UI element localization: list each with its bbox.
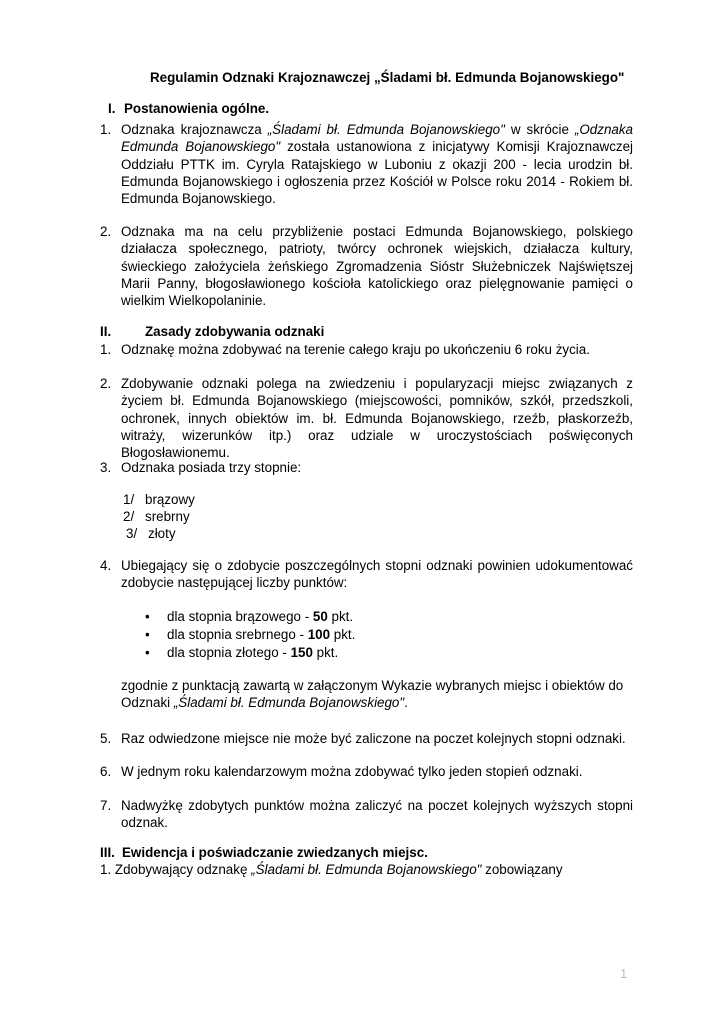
section-2-heading: Zasady zdobywania odznaki (145, 324, 325, 339)
silver-points: 100 (307, 627, 331, 642)
section-3-item-1: 1. Zdobywający odznakę „Śladami bł. Edmunda Bojanowskiego" zobowiązany (100, 862, 563, 877)
section-1-heading: Postanowienia ogólne. (124, 101, 270, 116)
bullet-1-symbol: • (145, 609, 150, 624)
section-3-heading: Ewidencja i poświadczanie zwiedzanych miejsc. (122, 845, 428, 860)
bullet-2-symbol: • (145, 627, 150, 642)
section-2-item-6-number: 6. (100, 764, 112, 779)
bullet-3-text: dla stopnia złotego - 150 pkt. (167, 645, 339, 660)
section-2-item-5-text: Raz odwiedzone miejsce nie może być zaliczone na poczet kolejnych stopni odznaki. (121, 731, 626, 746)
level-3-number: 3/ (126, 526, 138, 541)
gold-points: 150 (290, 645, 313, 660)
section-2-numeral: II. (100, 324, 112, 339)
bronze-points: 50 (312, 609, 328, 624)
section-1-item-2-text: Odznaka ma na celu przybliżenie postaci Edmunda Bojanowskiego, polskiego działacza społecznego, patrioty, twórcy ochronek wiejskich, działacza kultury, świeckiego założyciela żeńskiego Zgromadzenia Sióstr Służebniczek Najświętszej Marii Panny, błogosławionego kościoła katolickiego oraz pielęgnowanie pamięci o wielkim Wielkopolaninie. (121, 224, 633, 309)
badge-short-name-italic: „Odznaka Edmunda Bojanowskiego" (121, 122, 633, 155)
level-2-number: 2/ (123, 509, 135, 524)
section-2-item-4-text: Ubiegający się o zdobycie poszczególnych stopni odznaki powinien udokumentować zdobycie następującej liczby punktów: (121, 558, 633, 591)
section-2-item-7-text: Nadwyżkę zdobytych punktów można zaliczyć na poczet kolejnych wyższych stopni odznak. (121, 798, 633, 831)
section-1-item-1-text: Odznaka krajoznawcza „Śladami bł. Edmunda Bojanowskiego" w skrócie „Odznaka Edmunda Bojanowskiego" została ustanowiona z inicjatywy Komisji Krajoznawczej Oddziału PTTK im. Cyryla Ratajskiego w Luboniu z okazji 200 - lecia urodzin bł. Edmunda Bojanowskiego i ogłoszenia przez Kościół w Polsce roku 2014 - Rokiem bł. Edmunda Bojanowskiego. (121, 122, 634, 207)
section-1-item-1-number: 1. (100, 122, 112, 137)
badge-name-italic: „Śladami bł. Edmunda Bojanowskiego" (267, 122, 505, 137)
section-2-item-3-number: 3. (100, 460, 112, 475)
level-2-label: srebrny (145, 509, 190, 524)
document-title: Regulamin Odznaki Krajoznawczej „Śladami bł. Edmunda Bojanowskiego" (150, 70, 625, 85)
section-2-item-1-text: Odznakę można zdobywać na terenie całego kraju po ukończeniu 6 roku życia. (121, 342, 590, 357)
points-note-line-2: Odznaki „Śladami bł. Edmunda Bojanowskiego". (121, 695, 408, 710)
section-3-numeral: III. (100, 845, 115, 860)
level-1-number: 1/ (123, 492, 135, 507)
section-2-item-5-number: 5. (100, 731, 112, 746)
section-2-item-7-number: 7. (100, 798, 112, 813)
bullet-1-text: dla stopnia brązowego - 50 pkt. (167, 609, 354, 624)
level-3-label: złoty (148, 526, 176, 541)
bullet-3-symbol: • (145, 645, 150, 660)
points-note-line-1: zgodnie z punktacją zawartą w załączonym Wykazie wybranych miejsc i obiektów do (121, 678, 624, 693)
section-2-item-2-text: Zdobywanie odznaki polega na zwiedzeniu i popularyzacji miejsc związanych z życiem bł. Edmunda Bojanowskiego (miejscowości, pomników, szkół, przedszkoli, ochronek, innych obiektów im. bł. Edmunda Bojanowskiego, rzeźb, płaskorzeźb, witraży, wizerunków itp.) oraz udziale w uroczystościach poświęconych Błogosławionemu. (121, 376, 633, 461)
bullet-2-text: dla stopnia srebrnego - 100 pkt. (167, 627, 356, 642)
page-number: 1 (620, 966, 628, 981)
section-2-item-1-number: 1. (100, 342, 112, 357)
section-2-item-3-text: Odznaka posiada trzy stopnie: (121, 460, 302, 475)
section-2-item-2-number: 2. (100, 376, 112, 391)
section-2-item-4-number: 4. (100, 558, 112, 573)
section-1-numeral: I. (108, 101, 116, 116)
level-1-label: brązowy (145, 492, 195, 507)
section-2-item-6-text: W jednym roku kalendarzowym można zdobywać tylko jeden stopień odznaki. (121, 764, 583, 779)
section-1-item-2-number: 2. (100, 224, 112, 239)
